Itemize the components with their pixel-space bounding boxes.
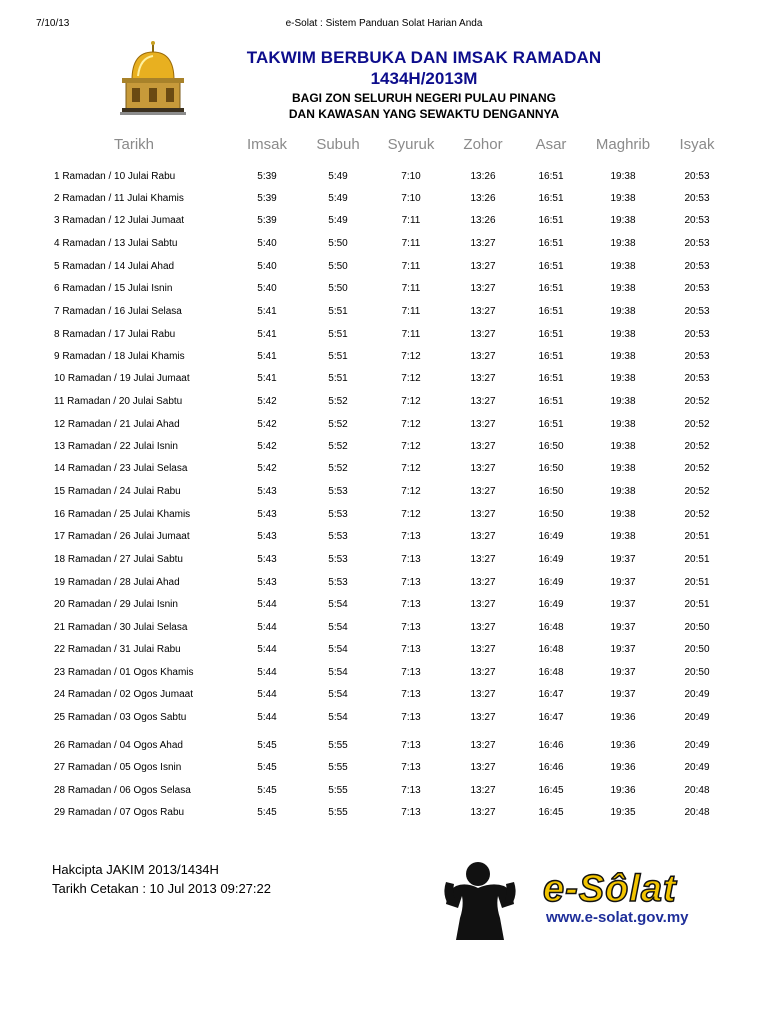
cell-isyak: 20:48 [684, 785, 710, 796]
cell-tarikh: 18 Ramadan / 27 Julai Sabtu [54, 554, 183, 565]
cell-imsak: 5:43 [257, 486, 277, 497]
table-row [0, 238, 768, 254]
cell-subuh: 5:51 [328, 351, 348, 362]
cell-imsak: 5:42 [257, 419, 277, 430]
cell-syuruk: 7:13 [401, 644, 421, 655]
cell-imsak: 5:45 [257, 807, 277, 818]
cell-imsak: 5:44 [257, 599, 277, 610]
cell-imsak: 5:45 [257, 785, 277, 796]
cell-syuruk: 7:12 [401, 419, 421, 430]
cell-syuruk: 7:13 [401, 531, 421, 542]
cell-isyak: 20:52 [684, 441, 710, 452]
cell-subuh: 5:54 [328, 622, 348, 633]
cell-imsak: 5:44 [257, 689, 277, 700]
cell-zohor: 13:26 [470, 215, 496, 226]
cell-subuh: 5:51 [328, 306, 348, 317]
table-row [0, 396, 768, 412]
cell-isyak: 20:50 [684, 644, 710, 655]
table-row [0, 351, 768, 367]
cell-maghrib: 19:38 [610, 419, 636, 430]
cell-imsak: 5:41 [257, 329, 277, 340]
zone-line-1: BAGI ZON SELURUH NEGERI PULAU PINANG [291, 91, 556, 105]
cell-isyak: 20:49 [684, 712, 710, 723]
cell-asar: 16:51 [538, 238, 564, 249]
cell-syuruk: 7:11 [401, 215, 421, 226]
cell-asar: 16:49 [538, 531, 564, 542]
cell-subuh: 5:54 [328, 667, 348, 678]
copyright-text: Hakcipta JAKIM 2013/1434H [52, 862, 219, 877]
column-header-subuh: Subuh [316, 136, 360, 153]
cell-imsak: 5:40 [257, 283, 277, 294]
cell-tarikh: 5 Ramadan / 14 Julai Ahad [54, 261, 175, 272]
cell-maghrib: 19:38 [610, 531, 636, 542]
cell-syuruk: 7:12 [401, 373, 421, 384]
cell-isyak: 20:52 [684, 486, 710, 497]
cell-zohor: 13:27 [470, 740, 496, 751]
cell-imsak: 5:42 [257, 441, 277, 452]
e-solat-logo: e-Sôlat [543, 868, 677, 910]
cell-tarikh: 6 Ramadan / 15 Julai Isnin [54, 283, 173, 294]
cell-subuh: 5:53 [328, 577, 348, 588]
cell-imsak: 5:43 [257, 577, 277, 588]
cell-tarikh: 28 Ramadan / 06 Ogos Selasa [54, 785, 191, 796]
cell-imsak: 5:45 [257, 762, 277, 773]
cell-maghrib: 19:36 [610, 762, 636, 773]
table-row [0, 463, 768, 479]
table-row [0, 762, 768, 778]
cell-syuruk: 7:13 [401, 785, 421, 796]
column-header-isyak: Isyak [679, 136, 715, 153]
column-header-zohor: Zohor [463, 136, 503, 153]
cell-asar: 16:47 [538, 712, 564, 723]
cell-asar: 16:51 [538, 283, 564, 294]
cell-zohor: 13:27 [470, 807, 496, 818]
print-timestamp: Tarikh Cetakan : 10 Jul 2013 09:27:22 [52, 881, 271, 896]
cell-maghrib: 19:37 [610, 689, 636, 700]
cell-zohor: 13:27 [470, 396, 496, 407]
cell-subuh: 5:52 [328, 396, 348, 407]
cell-tarikh: 21 Ramadan / 30 Julai Selasa [54, 622, 188, 633]
cell-tarikh: 2 Ramadan / 11 Julai Khamis [54, 193, 184, 204]
table-row [0, 283, 768, 299]
cell-maghrib: 19:38 [610, 396, 636, 407]
cell-maghrib: 19:36 [610, 712, 636, 723]
cell-syuruk: 7:11 [401, 261, 421, 272]
cell-tarikh: 23 Ramadan / 01 Ogos Khamis [54, 667, 194, 678]
cell-isyak: 20:53 [684, 215, 710, 226]
cell-imsak: 5:43 [257, 531, 277, 542]
cell-tarikh: 12 Ramadan / 21 Julai Ahad [54, 419, 180, 430]
cell-asar: 16:47 [538, 689, 564, 700]
cell-syuruk: 7:11 [401, 238, 421, 249]
cell-maghrib: 19:38 [610, 283, 636, 294]
cell-maghrib: 19:38 [610, 261, 636, 272]
table-row [0, 329, 768, 345]
cell-asar: 16:51 [538, 396, 564, 407]
cell-zohor: 13:27 [470, 463, 496, 474]
cell-zohor: 13:27 [470, 712, 496, 723]
cell-isyak: 20:48 [684, 807, 710, 818]
print-page-title: e-Solat : Sistem Panduan Solat Harian Anda [285, 18, 483, 29]
cell-isyak: 20:50 [684, 622, 710, 633]
cell-subuh: 5:53 [328, 509, 348, 520]
cell-syuruk: 7:13 [401, 712, 421, 723]
cell-zohor: 13:27 [470, 644, 496, 655]
cell-zohor: 13:27 [470, 261, 496, 272]
cell-isyak: 20:51 [684, 554, 710, 565]
cell-zohor: 13:27 [470, 441, 496, 452]
cell-tarikh: 15 Ramadan / 24 Julai Rabu [54, 486, 181, 497]
table-row [0, 441, 768, 457]
cell-tarikh: 3 Ramadan / 12 Julai Jumaat [54, 215, 185, 226]
table-row [0, 712, 768, 728]
cell-isyak: 20:53 [684, 238, 710, 249]
cell-tarikh: 7 Ramadan / 16 Julai Selasa [54, 306, 182, 317]
cell-isyak: 20:51 [684, 599, 710, 610]
cell-asar: 16:48 [538, 644, 564, 655]
cell-subuh: 5:54 [328, 599, 348, 610]
cell-isyak: 20:49 [684, 762, 710, 773]
cell-asar: 16:51 [538, 215, 564, 226]
cell-subuh: 5:49 [328, 193, 348, 204]
cell-syuruk: 7:13 [401, 577, 421, 588]
cell-subuh: 5:51 [328, 373, 348, 384]
cell-tarikh: 10 Ramadan / 19 Julai Jumaat [54, 373, 190, 384]
cell-syuruk: 7:13 [401, 599, 421, 610]
cell-isyak: 20:52 [684, 463, 710, 474]
cell-imsak: 5:40 [257, 238, 277, 249]
cell-isyak: 20:52 [684, 509, 710, 520]
table-row [0, 689, 768, 705]
cell-maghrib: 19:36 [610, 740, 636, 751]
website-url: www.e-solat.gov.my [546, 909, 689, 926]
cell-subuh: 5:54 [328, 712, 348, 723]
cell-subuh: 5:50 [328, 283, 348, 294]
cell-maghrib: 19:38 [610, 193, 636, 204]
cell-subuh: 5:55 [328, 785, 348, 796]
cell-zohor: 13:27 [470, 486, 496, 497]
cell-isyak: 20:52 [684, 396, 710, 407]
cell-asar: 16:51 [538, 419, 564, 430]
cell-subuh: 5:53 [328, 486, 348, 497]
cell-imsak: 5:44 [257, 667, 277, 678]
cell-maghrib: 19:37 [610, 554, 636, 565]
cell-subuh: 5:52 [328, 419, 348, 430]
cell-imsak: 5:40 [257, 261, 277, 272]
cell-imsak: 5:41 [257, 306, 277, 317]
cell-imsak: 5:41 [257, 351, 277, 362]
cell-isyak: 20:50 [684, 667, 710, 678]
cell-maghrib: 19:38 [610, 373, 636, 384]
cell-maghrib: 19:38 [610, 486, 636, 497]
cell-syuruk: 7:12 [401, 396, 421, 407]
print-header [0, 18, 768, 32]
cell-subuh: 5:49 [328, 171, 348, 182]
cell-tarikh: 20 Ramadan / 29 Julai Isnin [54, 599, 178, 610]
cell-syuruk: 7:13 [401, 554, 421, 565]
cell-tarikh: 17 Ramadan / 26 Julai Jumaat [54, 531, 190, 542]
table-row [0, 644, 768, 660]
print-date: 7/10/13 [36, 18, 70, 29]
cell-tarikh: 26 Ramadan / 04 Ogos Ahad [54, 740, 183, 751]
cell-subuh: 5:53 [328, 531, 348, 542]
cell-subuh: 5:52 [328, 463, 348, 474]
cell-syuruk: 7:12 [401, 509, 421, 520]
column-header-tarikh: Tarikh [113, 136, 154, 153]
cell-maghrib: 19:37 [610, 577, 636, 588]
cell-syuruk: 7:12 [401, 463, 421, 474]
cell-tarikh: 8 Ramadan / 17 Julai Rabu [54, 329, 176, 340]
cell-tarikh: 19 Ramadan / 28 Julai Ahad [54, 577, 180, 588]
table-row [0, 261, 768, 277]
page-title: TAKWIM BERBUKA DAN IMSAK RAMADAN [246, 48, 602, 67]
cell-isyak: 20:52 [684, 419, 710, 430]
column-header-syuruk: Syuruk [387, 136, 435, 153]
cell-asar: 16:49 [538, 577, 564, 588]
cell-isyak: 20:53 [684, 329, 710, 340]
cell-tarikh: 1 Ramadan / 10 Julai Rabu [54, 171, 176, 182]
cell-maghrib: 19:38 [610, 306, 636, 317]
cell-tarikh: 9 Ramadan / 18 Julai Khamis [54, 351, 185, 362]
cell-syuruk: 7:11 [401, 283, 421, 294]
table-row [0, 171, 768, 187]
cell-syuruk: 7:13 [401, 740, 421, 751]
cell-zohor: 13:27 [470, 531, 496, 542]
cell-maghrib: 19:38 [610, 351, 636, 362]
cell-asar: 16:51 [538, 329, 564, 340]
cell-maghrib: 19:37 [610, 622, 636, 633]
cell-isyak: 20:51 [684, 577, 710, 588]
cell-syuruk: 7:13 [401, 622, 421, 633]
zone-line-2: DAN KAWASAN YANG SEWAKTU DENGANNYA [288, 107, 560, 121]
cell-subuh: 5:51 [328, 329, 348, 340]
cell-zohor: 13:27 [470, 509, 496, 520]
cell-isyak: 20:53 [684, 261, 710, 272]
table-row [0, 785, 768, 801]
cell-isyak: 20:53 [684, 171, 710, 182]
cell-asar: 16:45 [538, 807, 564, 818]
cell-subuh: 5:54 [328, 644, 348, 655]
cell-maghrib: 19:38 [610, 171, 636, 182]
cell-zohor: 13:27 [470, 599, 496, 610]
table-row [0, 193, 768, 209]
cell-asar: 16:49 [538, 554, 564, 565]
table-row [0, 419, 768, 435]
page-year: 1434H/2013M [370, 69, 478, 88]
cell-zohor: 13:27 [470, 351, 496, 362]
cell-maghrib: 19:35 [610, 807, 636, 818]
cell-maghrib: 19:38 [610, 463, 636, 474]
cell-imsak: 5:44 [257, 644, 277, 655]
cell-subuh: 5:55 [328, 740, 348, 751]
cell-asar: 16:46 [538, 740, 564, 751]
cell-zohor: 13:27 [470, 689, 496, 700]
cell-imsak: 5:44 [257, 712, 277, 723]
cell-isyak: 20:51 [684, 531, 710, 542]
cell-isyak: 20:53 [684, 306, 710, 317]
table-row [0, 599, 768, 615]
table-row [0, 486, 768, 502]
table-row [0, 306, 768, 322]
cell-zohor: 13:27 [470, 667, 496, 678]
table-row [0, 577, 768, 593]
cell-tarikh: 22 Ramadan / 31 Julai Rabu [54, 644, 181, 655]
cell-isyak: 20:53 [684, 373, 710, 384]
cell-imsak: 5:39 [257, 171, 277, 182]
cell-asar: 16:51 [538, 306, 564, 317]
cell-imsak: 5:39 [257, 193, 277, 204]
cell-syuruk: 7:12 [401, 351, 421, 362]
cell-zohor: 13:27 [470, 554, 496, 565]
cell-asar: 16:51 [538, 373, 564, 384]
cell-tarikh: 11 Ramadan / 20 Julai Sabtu [54, 396, 183, 407]
cell-syuruk: 7:12 [401, 486, 421, 497]
cell-syuruk: 7:13 [401, 689, 421, 700]
cell-syuruk: 7:10 [401, 171, 421, 182]
cell-zohor: 13:26 [470, 171, 496, 182]
table-row [0, 807, 768, 823]
cell-asar: 16:51 [538, 261, 564, 272]
cell-zohor: 13:27 [470, 306, 496, 317]
cell-imsak: 5:42 [257, 463, 277, 474]
cell-tarikh: 29 Ramadan / 07 Ogos Rabu [54, 807, 185, 818]
column-header-maghrib: Maghrib [595, 136, 651, 153]
cell-maghrib: 19:38 [610, 441, 636, 452]
cell-subuh: 5:50 [328, 261, 348, 272]
cell-asar: 16:49 [538, 599, 564, 610]
cell-asar: 16:51 [538, 351, 564, 362]
table-row [0, 215, 768, 231]
cell-zohor: 13:27 [470, 283, 496, 294]
cell-asar: 16:50 [538, 486, 564, 497]
column-header-asar: Asar [535, 136, 567, 153]
cell-zohor: 13:27 [470, 577, 496, 588]
cell-imsak: 5:44 [257, 622, 277, 633]
table-row [0, 509, 768, 525]
cell-asar: 16:48 [538, 622, 564, 633]
cell-maghrib: 19:38 [610, 238, 636, 249]
cell-subuh: 5:52 [328, 441, 348, 452]
table-row [0, 667, 768, 683]
column-header-imsak: Imsak [246, 136, 287, 153]
cell-syuruk: 7:13 [401, 667, 421, 678]
cell-asar: 16:50 [538, 463, 564, 474]
table-row [0, 740, 768, 756]
cell-subuh: 5:49 [328, 215, 348, 226]
cell-tarikh: 24 Ramadan / 02 Ogos Jumaat [54, 689, 193, 700]
cell-asar: 16:51 [538, 193, 564, 204]
cell-isyak: 20:53 [684, 283, 710, 294]
cell-maghrib: 19:37 [610, 667, 636, 678]
cell-isyak: 20:53 [684, 351, 710, 362]
cell-maghrib: 19:37 [610, 599, 636, 610]
table-row [0, 554, 768, 570]
cell-zohor: 13:27 [470, 419, 496, 430]
cell-subuh: 5:50 [328, 238, 348, 249]
cell-syuruk: 7:13 [401, 762, 421, 773]
cell-maghrib: 19:38 [610, 329, 636, 340]
cell-isyak: 20:49 [684, 740, 710, 751]
cell-asar: 16:45 [538, 785, 564, 796]
cell-asar: 16:51 [538, 171, 564, 182]
table-row [0, 531, 768, 547]
cell-syuruk: 7:10 [401, 193, 421, 204]
cell-imsak: 5:43 [257, 509, 277, 520]
cell-maghrib: 19:38 [610, 215, 636, 226]
cell-syuruk: 7:11 [401, 329, 421, 340]
cell-subuh: 5:53 [328, 554, 348, 565]
cell-subuh: 5:54 [328, 689, 348, 700]
cell-imsak: 5:41 [257, 373, 277, 384]
cell-tarikh: 4 Ramadan / 13 Julai Sabtu [54, 238, 178, 249]
cell-asar: 16:46 [538, 762, 564, 773]
cell-maghrib: 19:38 [610, 509, 636, 520]
cell-tarikh: 27 Ramadan / 05 Ogos Isnin [54, 762, 182, 773]
cell-tarikh: 25 Ramadan / 03 Ogos Sabtu [54, 712, 187, 723]
cell-isyak: 20:53 [684, 193, 710, 204]
cell-syuruk: 7:12 [401, 441, 421, 452]
cell-tarikh: 13 Ramadan / 22 Julai Isnin [54, 441, 178, 452]
cell-maghrib: 19:37 [610, 644, 636, 655]
cell-syuruk: 7:11 [401, 306, 421, 317]
cell-zohor: 13:27 [470, 622, 496, 633]
cell-imsak: 5:42 [257, 396, 277, 407]
cell-asar: 16:50 [538, 509, 564, 520]
table-row [0, 622, 768, 638]
cell-zohor: 13:27 [470, 762, 496, 773]
cell-asar: 16:50 [538, 441, 564, 452]
cell-asar: 16:48 [538, 667, 564, 678]
cell-zohor: 13:26 [470, 193, 496, 204]
cell-isyak: 20:49 [684, 689, 710, 700]
cell-tarikh: 16 Ramadan / 25 Julai Khamis [54, 509, 191, 520]
cell-zohor: 13:27 [470, 329, 496, 340]
cell-zohor: 13:27 [470, 238, 496, 249]
cell-imsak: 5:43 [257, 554, 277, 565]
cell-tarikh: 14 Ramadan / 23 Julai Selasa [54, 463, 188, 474]
cell-imsak: 5:45 [257, 740, 277, 751]
cell-subuh: 5:55 [328, 807, 348, 818]
cell-imsak: 5:39 [257, 215, 277, 226]
cell-zohor: 13:27 [470, 785, 496, 796]
cell-zohor: 13:27 [470, 373, 496, 384]
cell-maghrib: 19:36 [610, 785, 636, 796]
cell-subuh: 5:55 [328, 762, 348, 773]
cell-syuruk: 7:13 [401, 807, 421, 818]
table-row [0, 373, 768, 389]
